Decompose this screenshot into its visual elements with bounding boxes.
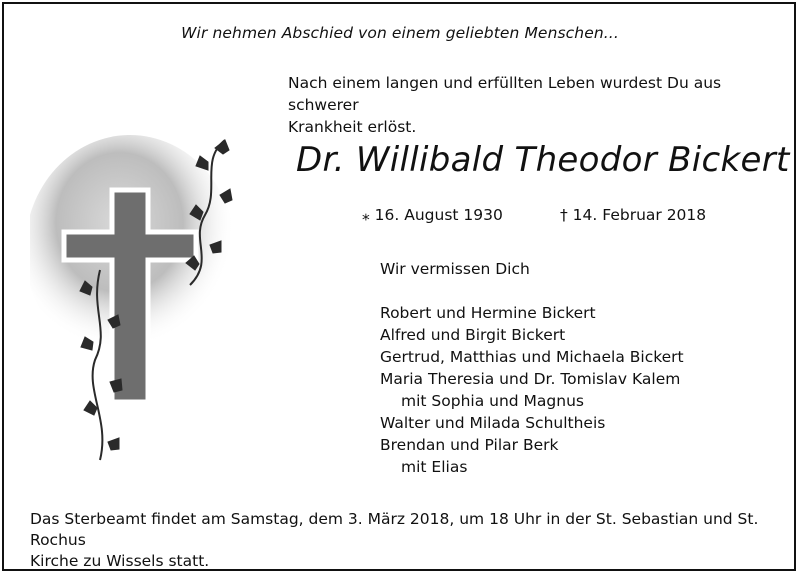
mourner-line: mit Elias	[401, 458, 468, 476]
birth-date: ⁎ 16. August 1930	[362, 206, 503, 224]
missing-text: Wir vermissen Dich	[380, 260, 530, 278]
mourner-line: Alfred und Birgit Bickert	[380, 326, 566, 344]
message-line-1: Nach einem langen und erfüllten Leben wurdest Du aus schwerer	[288, 74, 722, 114]
mourner-line: Robert und Hermine Bickert	[380, 304, 596, 322]
message-line-2: Krankheit erlöst.	[288, 118, 417, 136]
mourner-line: Walter und Milada Schultheis	[380, 414, 606, 432]
mourner-line: mit Sophia und Magnus	[401, 392, 584, 410]
message-text	[288, 72, 788, 138]
service-line-2: Kirche zu Wissels statt.	[30, 552, 210, 570]
mourner-line: Maria Theresia und Dr. Tomislav Kalem	[380, 370, 681, 388]
service-line-1: Das Sterbeamt findet am Samstag, dem 3. März 2018, um 18 Uhr in der St. Sebastian und St. Rochus	[30, 510, 759, 549]
death-date: † 14. Februar 2018	[560, 206, 707, 224]
deceased-name: Dr. Willibald Theodor Bickert	[296, 140, 790, 180]
mourners-list	[380, 302, 684, 478]
mourner-line: Gertrud, Matthias und Michaela Bickert	[380, 348, 684, 366]
service-announcement	[30, 509, 790, 572]
intro-text: Wir nehmen Abschied von einem geliebten Menschen...	[181, 24, 619, 42]
cross-with-ivy-artwork	[30, 120, 260, 490]
mourner-line: Brendan und Pilar Berk	[380, 436, 559, 454]
